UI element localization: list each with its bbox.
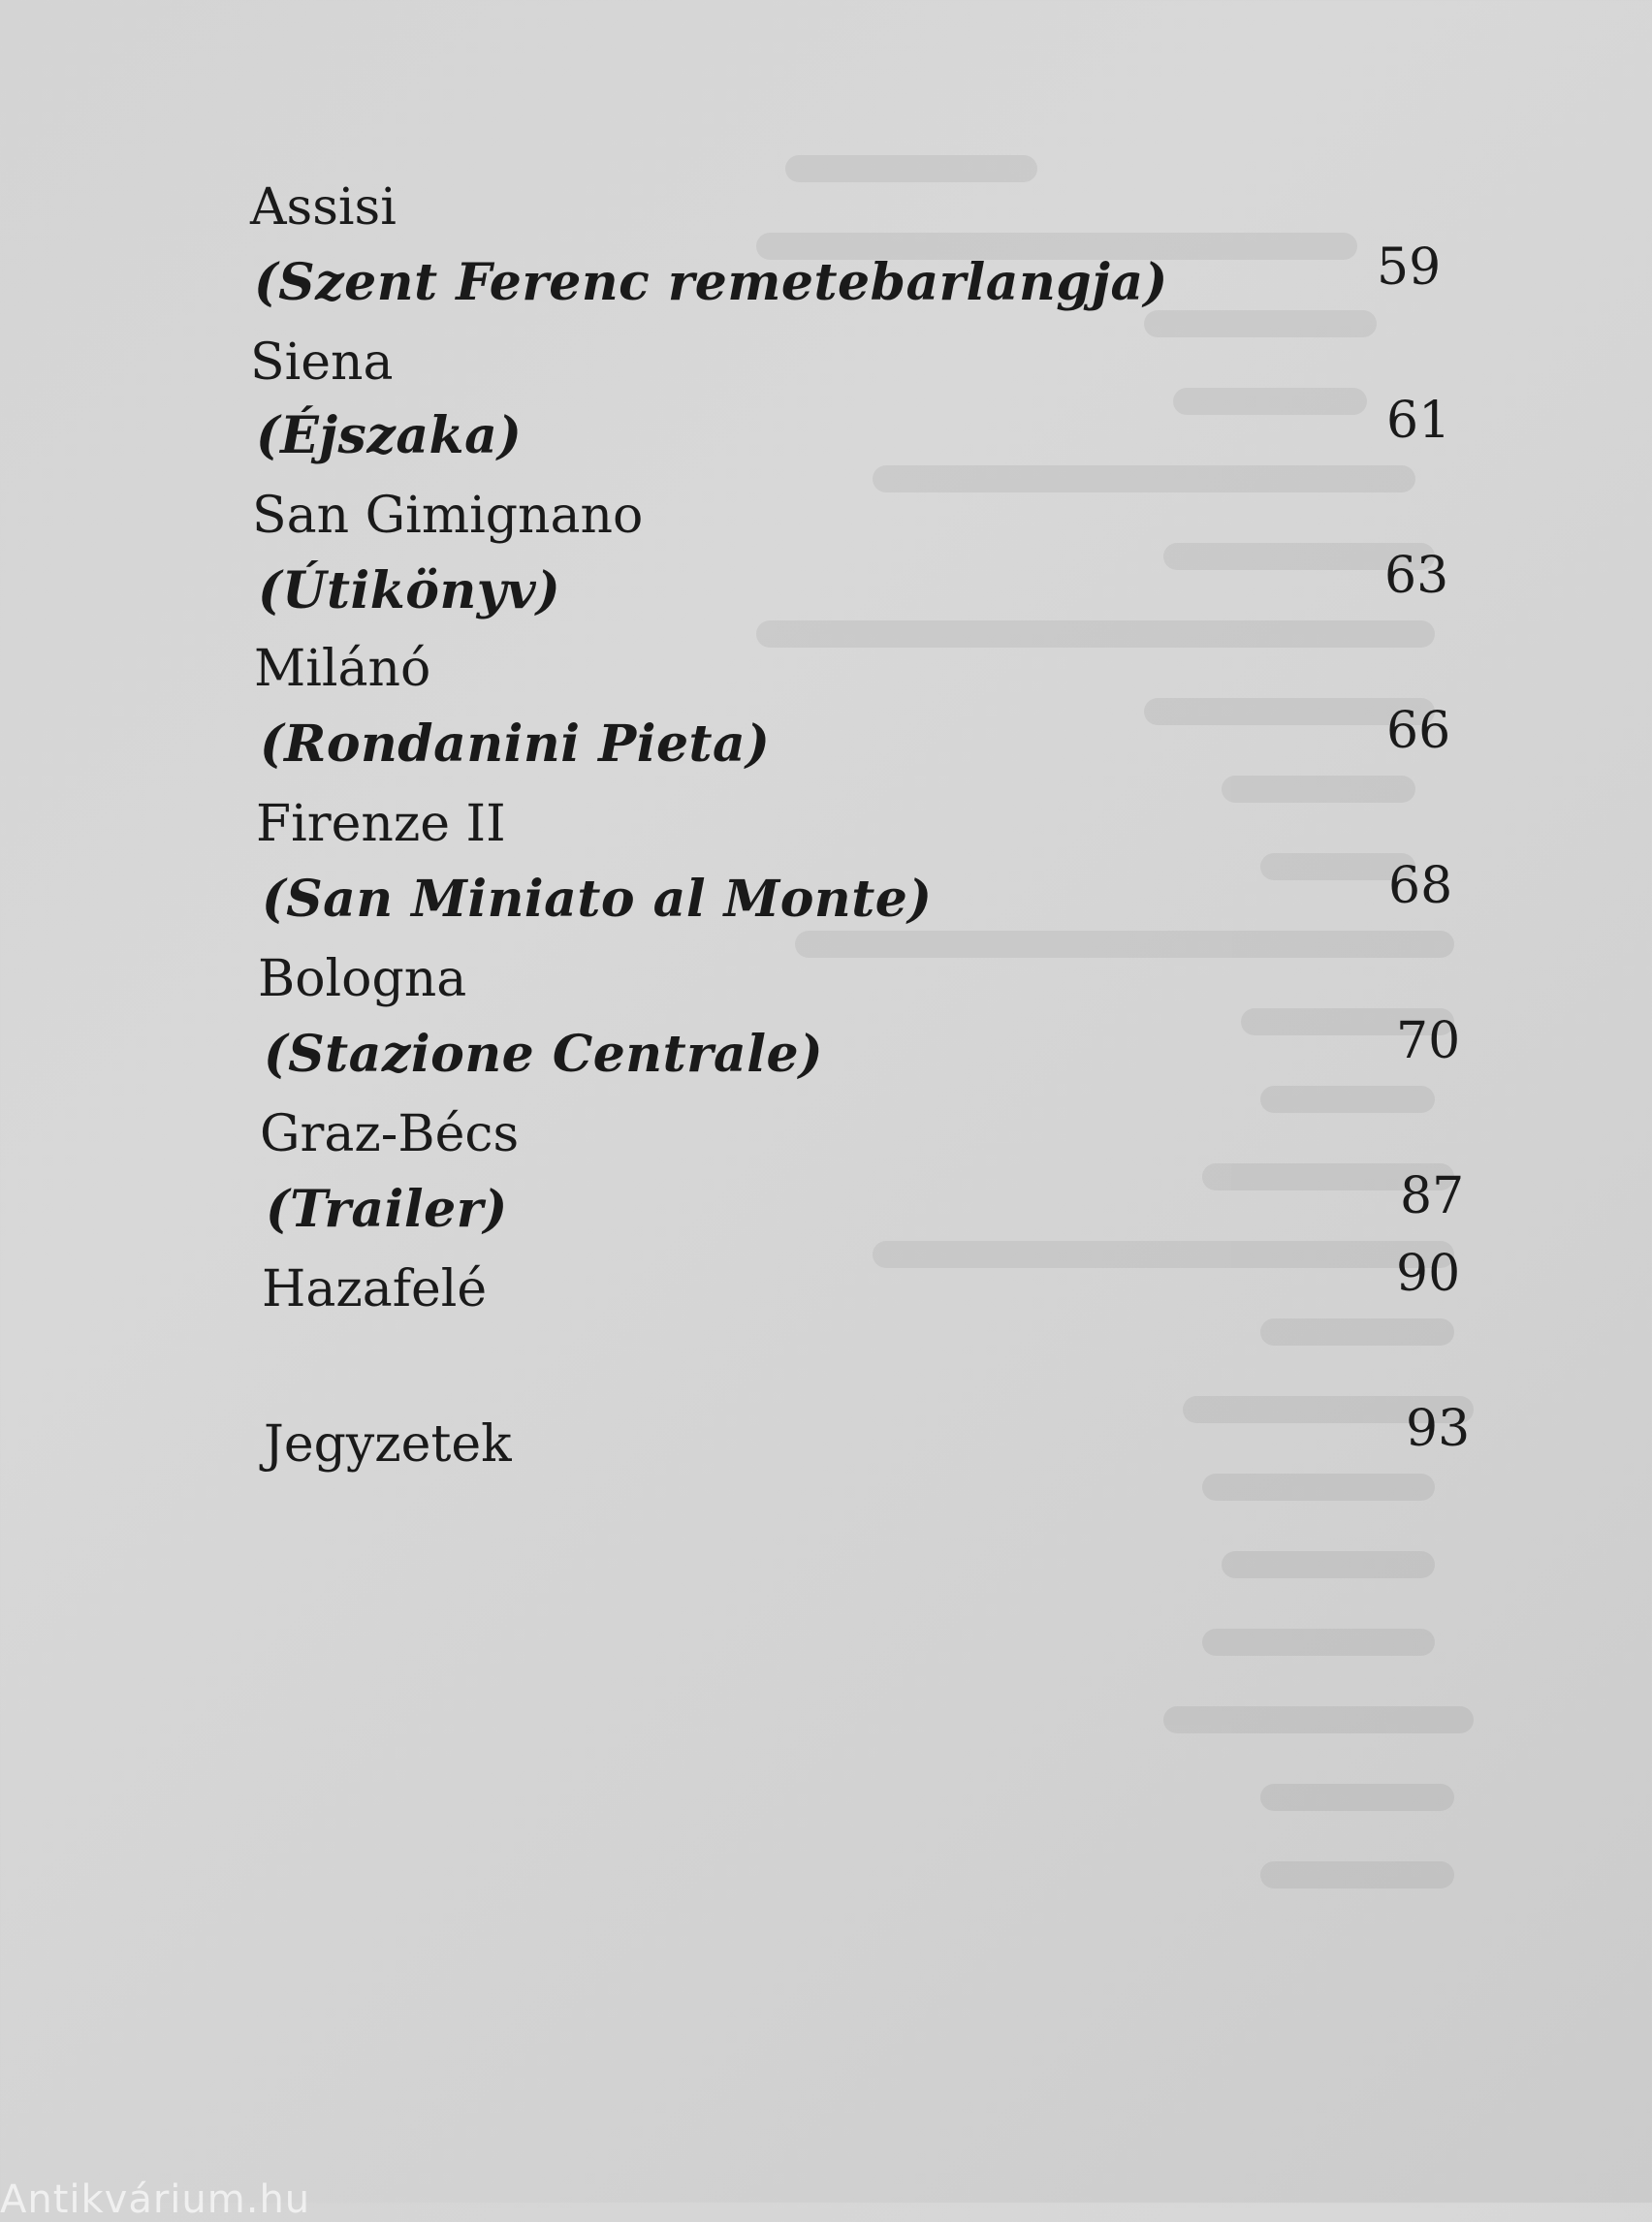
toc-entry-title: Hazafelé (262, 1260, 488, 1318)
toc-entry-title: Assisi (250, 178, 397, 237)
toc-entry-subtitle: (Útikönyv) (258, 561, 561, 620)
toc-entry-title: Jegyzetek (264, 1415, 512, 1474)
toc-entry-title: Milánó (254, 640, 431, 698)
toc-entry-subtitle: (Stazione Centrale) (264, 1025, 824, 1084)
toc-entry-subtitle: (Rondanini Pieta) (260, 714, 771, 774)
watermark: Antikvárium.hu (0, 2177, 311, 2222)
toc-entry-title: Siena (250, 333, 394, 392)
toc-entry-title: Graz-Bécs (260, 1105, 520, 1163)
toc-entry-page-number: 68 (1388, 857, 1453, 915)
toc-entry-page-number: 90 (1396, 1245, 1461, 1303)
toc-entry-subtitle: (Trailer) (266, 1180, 508, 1239)
toc-entry-page-number: 87 (1400, 1167, 1465, 1225)
toc-entry-page-number: 63 (1384, 547, 1449, 605)
toc-entry-page-number: 61 (1386, 392, 1451, 450)
toc-entry-page-number: 70 (1396, 1012, 1461, 1070)
toc-entry-page-number: 59 (1377, 238, 1442, 297)
toc-entry-title: Bologna (258, 950, 467, 1008)
toc-entry-page-number: 93 (1406, 1400, 1471, 1458)
toc-entry-title: Firenze II (256, 795, 506, 853)
toc-entry-subtitle: (Éjszaka) (256, 406, 523, 465)
toc-entry-page-number: 66 (1386, 702, 1451, 760)
toc-entry-title: San Gimignano (252, 487, 644, 545)
toc-entry-subtitle: (San Miniato al Monte) (262, 870, 933, 929)
toc-entry-subtitle: (Szent Ferenc remetebarlangja) (254, 253, 1168, 312)
